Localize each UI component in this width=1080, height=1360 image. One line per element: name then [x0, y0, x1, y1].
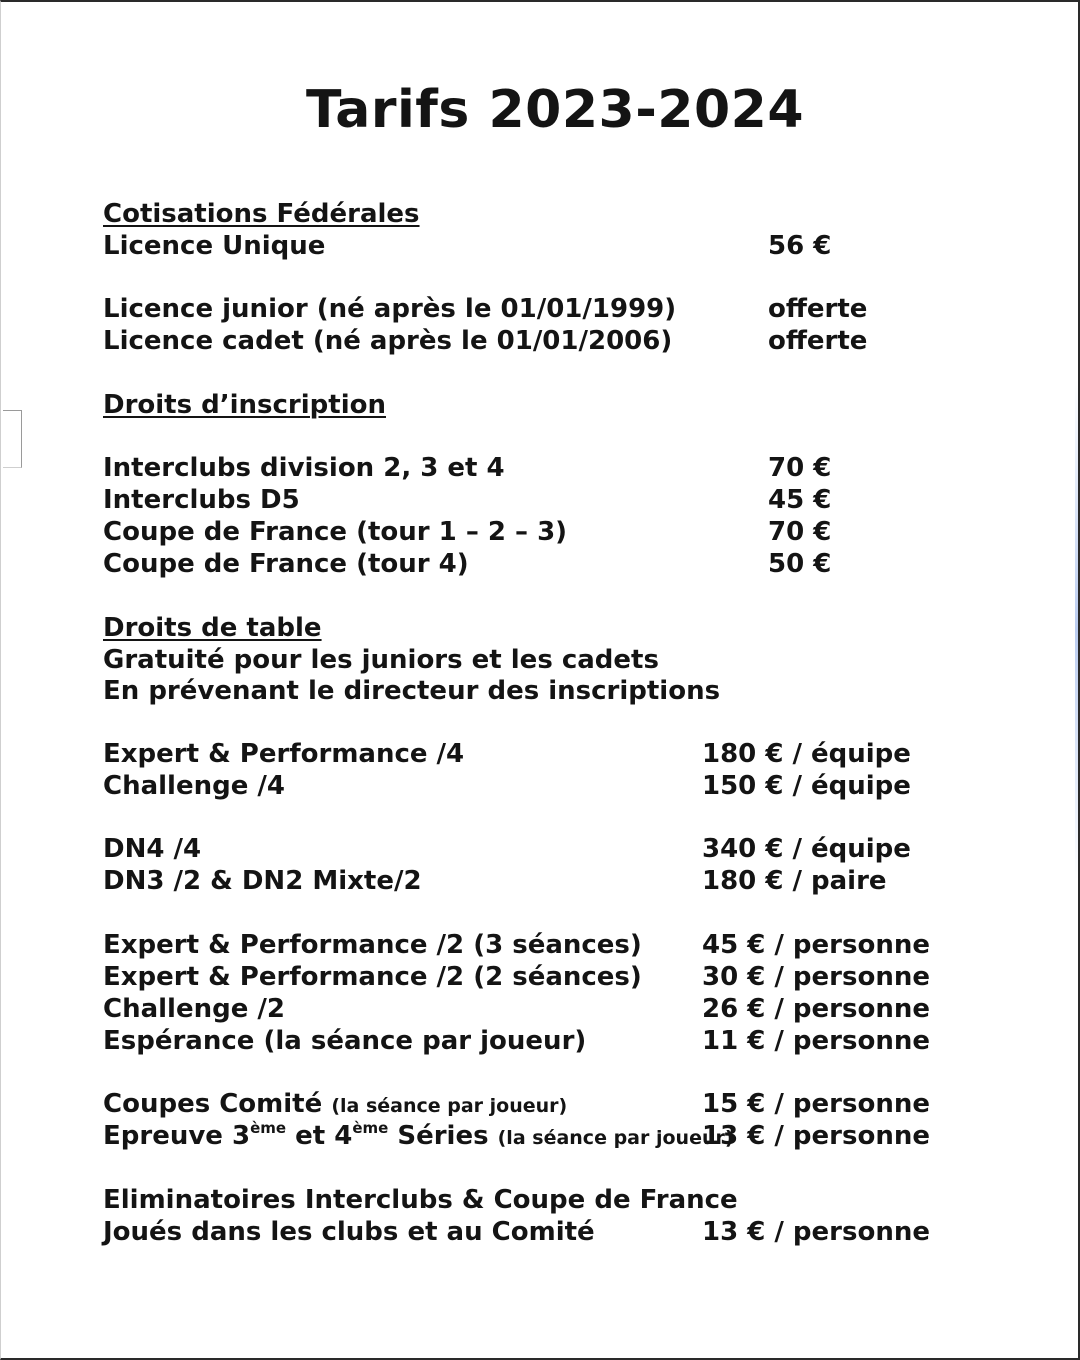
item-price: offerte: [768, 294, 868, 324]
epreuve-series-row: [103, 1120, 734, 1154]
item-label: Licence junior (né après le 01/01/1999): [103, 294, 677, 324]
item-label: DN4 /4: [103, 834, 202, 864]
item-label: Challenge /4: [103, 771, 285, 801]
epreuve-note: (la séance par joueur): [497, 1127, 734, 1149]
item-label: DN3 /2 & DN2 Mixte/2: [103, 866, 422, 896]
item-price: 56 €: [768, 231, 832, 261]
coupes-comite-label: Coupes Comité: [103, 1089, 323, 1119]
item-label: Coupe de France (tour 1 – 2 – 3): [103, 517, 568, 547]
section-heading-cotisations: Cotisations Fédérales: [103, 199, 420, 229]
scan-edge-tint: [1075, 380, 1078, 880]
table-note: Gratuité pour les juniors et les cadets: [103, 645, 659, 675]
table-note: En prévenant le directeur des inscriptions: [103, 676, 721, 706]
item-price: 45 €: [768, 485, 832, 515]
eliminatoires-label: Eliminatoires Interclubs & Coupe de France: [103, 1185, 738, 1215]
coupes-comite-note: (la séance par joueur): [331, 1095, 568, 1117]
item-label: Espérance (la séance par joueur): [103, 1026, 587, 1056]
item-label: Interclubs D5: [103, 485, 300, 515]
item-price: 26 € / personne: [702, 994, 930, 1024]
item-label: Expert & Performance /2 (2 séances): [103, 962, 642, 992]
item-price: 30 € / personne: [702, 962, 930, 992]
epreuve-label-part: et 4: [286, 1121, 353, 1151]
item-label: Expert & Performance /4: [103, 739, 465, 769]
page-title: Tarifs 2023-2024: [305, 80, 805, 140]
item-price: 150 € / équipe: [702, 771, 911, 801]
epreuve-superscript: ème: [352, 1119, 389, 1137]
eliminatoires-sublabel: Joués dans les clubs et au Comité: [103, 1217, 595, 1247]
item-label: Licence Unique: [103, 231, 326, 261]
item-label: Challenge /2: [103, 994, 285, 1024]
item-price: 13 € / personne: [702, 1121, 930, 1151]
item-price: 15 € / personne: [702, 1089, 930, 1119]
epreuve-label-part: Epreuve 3: [103, 1121, 251, 1151]
item-price: 70 €: [768, 517, 832, 547]
item-price: 50 €: [768, 549, 832, 579]
item-label: Expert & Performance /2 (3 séances): [103, 930, 642, 960]
scan-edge-mark: [3, 410, 22, 468]
item-price: 70 €: [768, 453, 832, 483]
coupes-comite-row: [103, 1088, 567, 1122]
item-price: offerte: [768, 326, 868, 356]
item-label: Licence cadet (né après le 01/01/2006): [103, 326, 673, 356]
item-label: Interclubs division 2, 3 et 4: [103, 453, 505, 483]
item-price: 180 € / équipe: [702, 739, 911, 769]
section-heading-inscription: Droits d’inscription: [103, 390, 386, 420]
item-price: 180 € / paire: [702, 866, 887, 896]
item-price: 340 € / équipe: [702, 834, 911, 864]
item-price: 45 € / personne: [702, 930, 930, 960]
item-label: Coupe de France (tour 4): [103, 549, 469, 579]
item-price: 11 € / personne: [702, 1026, 930, 1056]
epreuve-label-part: Séries: [388, 1121, 489, 1151]
section-heading-table: Droits de table: [103, 613, 322, 643]
item-price: 13 € / personne: [702, 1217, 930, 1247]
epreuve-superscript: ème: [250, 1119, 287, 1137]
